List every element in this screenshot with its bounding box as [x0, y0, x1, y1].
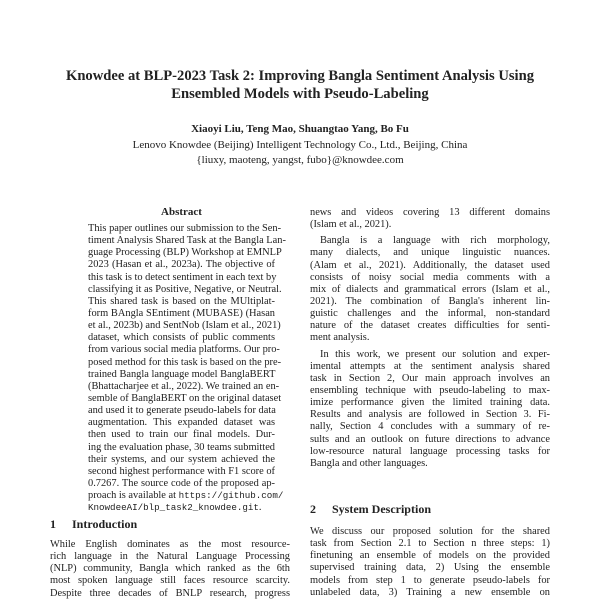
text-line: et al., 2023b) and SentNob (Islam et al., 2021): [88, 320, 281, 332]
abstract-heading: Abstract: [161, 206, 202, 218]
text-line: 0.7267. The source code of the proposed ap-: [88, 477, 275, 489]
text-line: In this work, we present our solution and exper-: [320, 348, 550, 360]
text-line: guage Processing (BLP) Workshop at EMNLP: [88, 247, 282, 259]
text-line: Despite three decades of BNLP research, progress: [50, 587, 290, 599]
section-number: 1: [50, 517, 56, 531]
text-line: This shared task is based on the MUltiplat-: [88, 295, 275, 307]
affiliation: Lenovo Knowdee (Beijing) Intelligent Technology Co., Ltd., Beijing, China: [132, 139, 468, 151]
text-line: many dialects, and unique linguistic nuances.: [310, 247, 550, 259]
text-line: Bangla and other languages.: [310, 457, 428, 469]
text-line: second highest performance with F1 score of: [88, 465, 275, 477]
text-line: [88, 502, 275, 514]
text-line: models from step 1 to generate pseudo-labels for: [310, 574, 550, 586]
section-title: System Description: [332, 502, 431, 516]
text-line: semble of BanglaBERT on the original dataset: [88, 392, 282, 404]
paper-title-line-2: Ensembled Models with Pseudo-Labeling: [171, 86, 429, 102]
source-code-link[interactable]: KnowdeeAI/blp_task2_knowdee.git: [88, 502, 259, 514]
text-line: ing the evaluation phase, 30 teams submitted: [88, 441, 275, 453]
text-line: and used it to generate pseudo-labels for data: [88, 405, 276, 417]
text-line: rich language in the Natural Language Processing: [50, 551, 290, 563]
text-line: nally, Section 4 concludes with a summary of re-: [310, 421, 550, 433]
authors: Xiaoyi Liu, Teng Mao, Shuangtao Yang, Bo Fu: [191, 123, 409, 135]
text-line: This paper outlines our submission to the Sen-: [88, 223, 282, 234]
text-line: timent Analysis Shared Task at the Bangla Lan-: [88, 235, 286, 247]
source-code-link[interactable]: https://github.com/: [178, 490, 284, 502]
text-line: dataset, which consists of public comments: [88, 332, 275, 344]
text-line: their systems, and our system achieved the: [88, 453, 275, 465]
intro-heading: [50, 517, 137, 532]
section-title: Introduction: [72, 517, 138, 531]
text-line: then used to train our final models. Dur-: [88, 429, 275, 441]
system-body: [310, 526, 550, 599]
text: .: [258, 502, 262, 514]
text-line: While English dominates as the most resource-: [50, 539, 290, 550]
emails: {liuxy, maoteng, yangst, fubo}@knowdee.com: [196, 154, 404, 166]
text-line: guistic challenges and the informal, non-standard: [310, 308, 550, 320]
text-line: Bangla is a language with rich morphology,: [320, 235, 550, 247]
text-line: posed method for this task is based on the pre-: [88, 356, 282, 368]
text-line: Results and analysis are followed in Section 3. Fi-: [310, 409, 550, 421]
text-line: 2021). The combination of Bangla's inherent lin-: [310, 295, 550, 307]
text-line: nature of the dataset creates difficulties for senti-: [310, 320, 550, 332]
text-line: unlabeled data, 3) Training a new ensemble on: [310, 586, 550, 598]
text-line: from various social media platforms. Our pro-: [88, 344, 280, 356]
text-line: consists of noisy social media comments with a: [310, 271, 550, 283]
right-column-body: [310, 207, 550, 470]
intro-body: [50, 539, 290, 600]
text-line: classifying it as Positive, Negative, or Neutral.: [88, 283, 282, 295]
text-line: supervised training data, 2) Using the ensemble: [310, 562, 550, 574]
text-line: (Alam et al., 2021). Additionally, the dataset used: [310, 259, 550, 271]
section-number: 2: [310, 502, 316, 516]
text-line: (Islam et al., 2021).: [310, 219, 392, 231]
text-line: trained Bangla language model BanglaBERT: [88, 368, 276, 380]
text-line: sults and an outlook on future directions to advance: [310, 433, 550, 445]
text-line: imental attempts at the sentiment analysis shared: [310, 360, 550, 372]
text-line: [88, 490, 284, 502]
paragraph: [310, 207, 550, 231]
text-line: low-resource natural language processing tasks for: [310, 445, 550, 457]
text-line: most spoken language still faces resource scarcity.: [50, 575, 290, 587]
text-line: form BAngla SEntiment (MUBASE) (Hasan: [88, 307, 275, 319]
text-line: task from Section 2.1 to Section n three steps: 1): [310, 538, 550, 550]
system-heading: [310, 502, 431, 517]
text-line: augmentation. This expanded dataset was: [88, 417, 275, 429]
text-line: news and videos covering 13 different domains: [310, 207, 550, 218]
paragraph: [310, 235, 550, 344]
abstract-body: [88, 223, 286, 514]
text-line: We discuss our proposed solution for the shared: [310, 526, 550, 537]
text-line: this task is to detect sentiment in each text by: [88, 271, 277, 283]
text-line: finetuning an ensemble of models on the provided: [310, 550, 550, 562]
text-line: 2023 (Hasan et al., 2023a). The objective of: [88, 259, 275, 271]
text-line: ensembling technique with pseudo-labeling to max-: [310, 384, 550, 396]
text-line: mix of dialects and grammatical errors (Islam et al.,: [310, 283, 550, 295]
text: proach is available at: [88, 490, 179, 502]
text-line: task in Section 2, Our main approach involves an: [310, 372, 550, 384]
text-line: (NLP) community, Bangla which ranked as the 6th: [50, 563, 290, 575]
text-line: imize performance given the limited training data.: [310, 397, 550, 409]
text-line: ment analysis.: [310, 332, 370, 344]
paper-title-line-1: Knowdee at BLP-2023 Task 2: Improving Bangla Sentiment Analysis Using: [65, 68, 535, 84]
text-line: (Bhattacharjee et al., 2022). We trained an en-: [88, 380, 280, 392]
paragraph: [310, 349, 550, 470]
